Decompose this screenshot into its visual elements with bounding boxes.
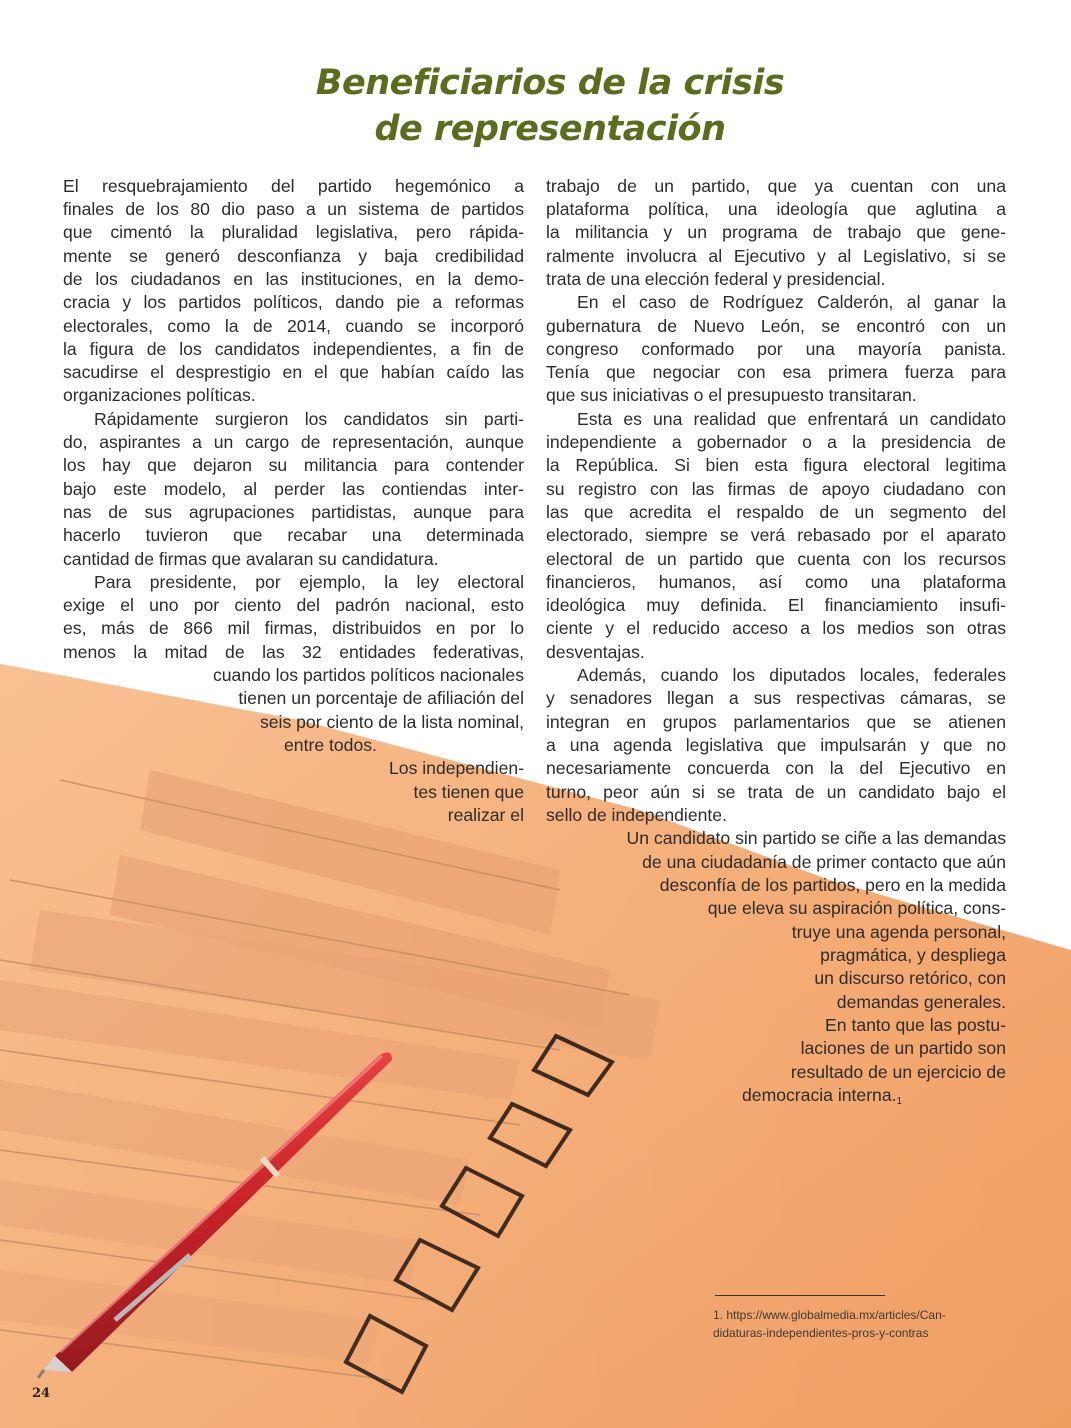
page-number: 24 [32, 1386, 51, 1401]
body-line: exige el uno por ciento del padrón nacional, esto [63, 595, 524, 615]
body-line: Un candidato sin partido se ciñe a las demandas [626, 828, 1006, 848]
body-line: En tanto que las postu- [825, 1015, 1006, 1035]
body-line: Esta es una realidad que enfrentará un candidato [577, 409, 1006, 429]
body-line: la República. Si bien esta figura electoral legitima [546, 455, 1006, 475]
body-line: a una agenda legislativa que impulsarán y que no [546, 735, 1006, 755]
body-line: truye una agenda personal, [791, 922, 1006, 942]
title-line-2: de representación [374, 109, 726, 149]
footnote-line-1[interactable]: 1. https://www.globalmedia.mx/articles/Can- [713, 1308, 946, 1322]
article-title [230, 60, 870, 152]
body-line: pragmática, y despliega [820, 945, 1006, 965]
body-line: tienen un porcentaje de afiliación del [238, 688, 524, 708]
body-line: financieros, humanos, así como una plataforma [546, 572, 1006, 592]
body-line: que eleva su aspiración política, cons- [707, 898, 1006, 918]
body-line-last [742, 1084, 1012, 1113]
body-line: do, aspirantes a un cargo de representación, aunque [63, 432, 524, 452]
body-line: sello de independiente. [546, 805, 727, 825]
body-line: cracia y los partidos políticos, dando pie a reformas [63, 292, 524, 312]
body-line: Rápidamente surgieron los candidatos sin parti- [94, 409, 524, 429]
body-line: Para presidente, por ejemplo, la ley electoral [94, 572, 524, 592]
body-line: Además, cuando los diputados locales, federales [577, 665, 1006, 685]
body-line: que sus iniciativas o el presupuesto transitaran. [546, 385, 917, 405]
body-line: desventajas. [546, 642, 645, 662]
body-line: finales de los 80 dio paso a un sistema de partidos [63, 199, 524, 219]
footnote-reference[interactable]: 1 [896, 1096, 903, 1107]
body-line: ideológica muy definida. El financiamiento insufi- [546, 595, 1006, 615]
body-line: cantidad de firmas que avalaran su candidatura. [63, 549, 439, 569]
body-line: la figura de los candidatos independientes, a fin de [63, 339, 524, 359]
body-line: entre todos. [284, 735, 377, 755]
body-line: El resquebrajamiento del partido hegemónico a [63, 176, 524, 196]
body-line: En el caso de Rodríguez Calderón, al ganar la [577, 292, 1006, 312]
body-line: menos la mitad de las 32 entidades federativas, [63, 642, 524, 662]
body-line: laciones de un partido son [800, 1038, 1006, 1058]
body-line: nas de sus agrupaciones partidistas, aunque para [63, 502, 524, 522]
body-line: los hay que dejaron su militancia para contender [63, 455, 524, 475]
body-line: trabajo de un partido, que ya cuentan con una [546, 176, 1006, 196]
body-line: bajo este modelo, al perder las contiendas inter- [63, 479, 524, 499]
body-line: de los ciudadanos en las instituciones, en la demo- [63, 269, 524, 289]
body-line: seis por ciento de la lista nominal, [259, 712, 524, 732]
body-line: que cimentó la pluralidad legislativa, pero rápida- [63, 222, 524, 242]
body-line: electorales, como la de 2014, cuando se incorporó [63, 316, 524, 336]
body-line: de una ciudadanía de primer contacto que aún [642, 852, 1006, 872]
body-line: sacudirse el desprestigio en el que habían caído las [63, 362, 524, 382]
body-line: demandas generales. [836, 992, 1006, 1012]
footnote-divider [715, 1295, 885, 1296]
body-line: trata de una elección federal y presidencial. [546, 269, 886, 289]
body-line: desconfía de los partidos, pero en la medida [659, 875, 1006, 895]
body-line: y senadores llegan a sus respectivas cámaras, se [546, 688, 1006, 708]
body-line: las que acredita el respaldo de un segmento del [546, 502, 1006, 522]
body-line: integran en grupos parlamentarios que se atienen [546, 712, 1006, 732]
body-line: resultado de un ejercicio de [790, 1062, 1006, 1082]
body-line: un discurso retórico, con [814, 968, 1006, 988]
body-line: electoral de un partido que cuenta con los recursos [546, 549, 1006, 569]
title-line-1: Beneficiarios de la crisis [315, 63, 785, 103]
body-line: organizaciones políticas. [63, 385, 256, 405]
body-line: ralmente involucra al Ejecutivo y al Legislativo, si se [546, 246, 1006, 266]
body-line: turno, peor aún si se trata de un candidato bajo el [546, 782, 1006, 802]
body-line: cuando los partidos políticos nacionales [212, 665, 524, 685]
body-line: plataforma política, una ideología que aglutina a [546, 199, 1006, 219]
body-line: su registro con las firmas de apoyo ciudadano con [546, 479, 1006, 499]
body-line: es, más de 866 mil firmas, distribuidos en por lo [63, 618, 524, 638]
body-line: mente se generó desconfianza y baja credibilidad [63, 246, 524, 266]
body-line: necesariamente concuerda con la del Ejecutivo en [546, 758, 1006, 778]
body-line: gubernatura de Nuevo León, se encontró con un [546, 316, 1006, 336]
body-line-last-text: democracia interna. [742, 1085, 897, 1105]
body-line: Tenía que negociar con esa primera fuerza para [546, 362, 1006, 382]
body-line: realizar el [447, 805, 524, 825]
body-line: electorado, siempre se verá rebasado por el aparato [546, 525, 1006, 545]
body-line: la militancia y un programa de trabajo que gene- [546, 222, 1006, 242]
body-line: hacerlo tuvieron que recabar una determinada [63, 525, 524, 545]
footnote-line-2[interactable]: didaturas-independientes-pros-y-contras [713, 1326, 929, 1340]
body-line: independiente a gobernador o a la presidencia de [546, 432, 1006, 452]
body-line: tes tienen que [413, 782, 524, 802]
body-line: congreso conformado por una mayoría panista. [546, 339, 1006, 359]
body-line: Los independien- [389, 758, 524, 778]
body-line: ciente y el reducido acceso a los medios son otras [546, 618, 1006, 638]
